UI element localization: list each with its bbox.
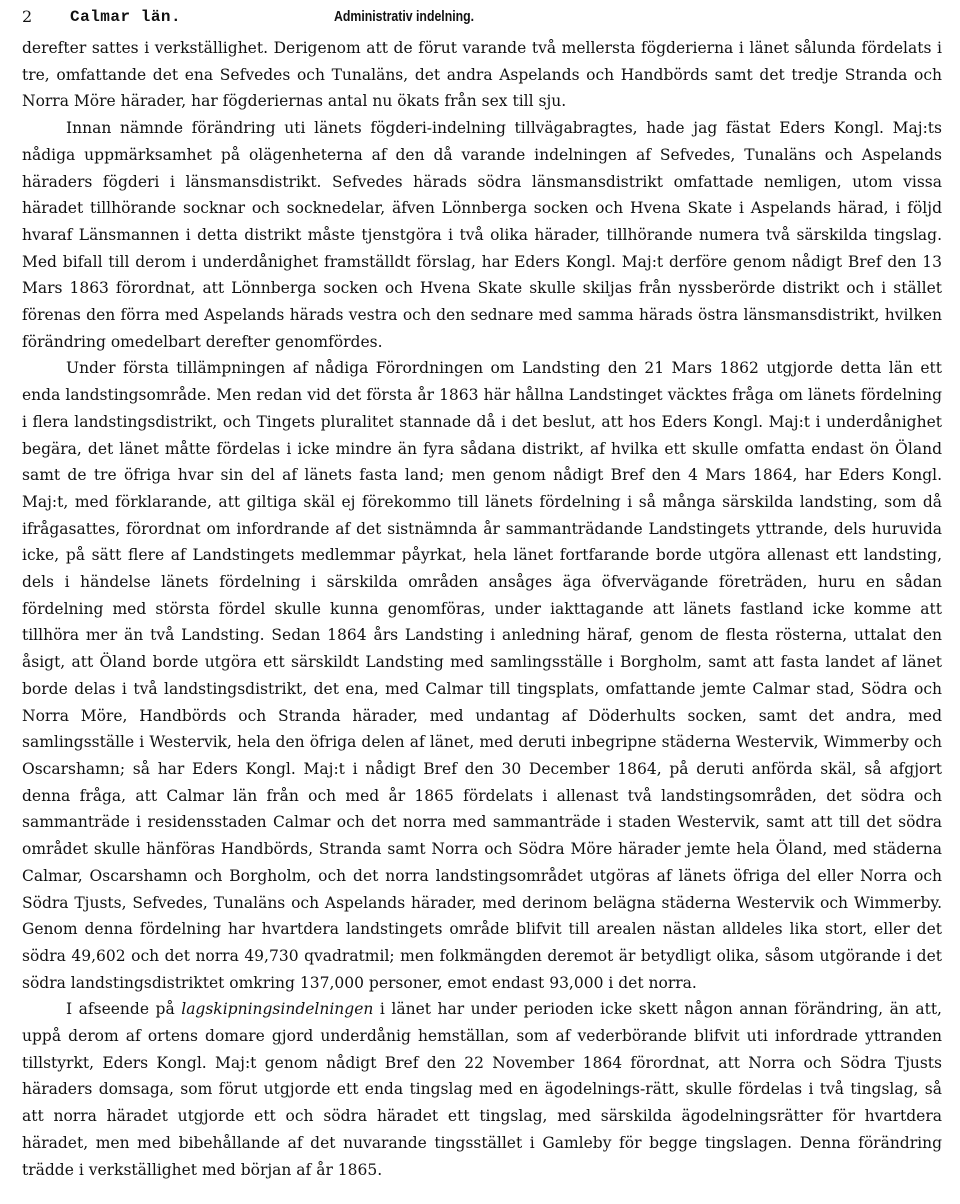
paragraph-lagskipning-rest: i länet har under perioden icke skett någon annan förändring, än att, uppå derom af ortens domare gjord underdånig hemställan, som af vederbörande blifvit uti infordrade yttranden tillstyrkt, Eders Kongl. Maj:t genom nådigt Bref den 22 November 1864 förordnat, att Norra och Södra Tjusts häraders domsaga, som förut utgjorde ett enda tingslag med en ägodelnings-rätt, skulle fördelas i två tingslag, så att norra häradet utgjorde ett och södra häradet ett tingslag, med särskilda ägodelningsrätter för hvartdera häradet, men med bibehållande af det nuvarande tingsstället i Gamleby för begge tingslagen. Denna förändring trädde i verkställighet med början af år 1865. (22, 1000, 942, 1179)
paragraph-lansmansdistrikt: Innan nämnde förändring uti länets fögderi-indelning tillvägabragtes, hade jag fästat Eders Kongl. Maj:ts nådiga uppmärksamhet på olägenheterna af den då varande indelningen af Sefvedes, Tunaläns och Aspelands häraders fögderi i länsmansdistrikt. Sefvedes härads södra länsmansdistrikt omfattade nemligen, utom vissa häradet tillhörande socknar och socknedelar, äfven Lönnberga socken och Hvena Skate i Aspelands härad, i följd hvaraf Länsmannen i detta distrikt måste tjenstgöra i två olika härader, tillhörande numera två särskilda tingslag. Med bifall till derom i underdånighet framställdt förslag, har Eders Kongl. Maj:t derföre genom nådigt Bref den 13 Mars 1863 förordnat, att Lönnberga socken och Hvena Skate skulle skiljas från nyssberörde distrikt och i stället förenas den förra med Aspelands härads vestra och den sednare med samma härads östra länsmansdistrikt, hvilken förändring omedelbart derefter genomfördes. (22, 119, 942, 351)
running-head-right: Administrativ indelning. (334, 8, 475, 25)
italic-term-lagskipningsindelningen: lagskipningsindelningen (181, 1000, 374, 1019)
running-head-left: Calmar län. (70, 8, 182, 26)
page-header (22, 6, 942, 30)
body-text (22, 35, 942, 1183)
paragraph-fogderi-continuation: derefter sattes i verkställighet. Derigenom att de förut varande två mellersta fögderierna i länet sålunda fördelats i tre, omfattande det ena Sefvedes och Tunaläns, det andra Aspelands och Handbörds samt det tredje Stranda och Norra Möre härader, har fögderiernas antal nu ökats från sex till sju. (22, 39, 942, 111)
paragraph-lagskipning-lead: I afseende på (66, 1000, 182, 1019)
paragraph-landsting: Under första tillämpningen af nådiga Förordningen om Landsting den 21 Mars 1862 utgjorde detta län ett enda landstingsområde. Men redan vid det första år 1863 här hållna Landstinget väcktes fråga om länets fördelning i flera landstingsdistrikt, och Tingets pluralitet stannade då i det beslut, att hos Eders Kongl. Maj:t i underdånighet begära, det länet måtte fördelas i icke mindre än fyra sådana distrikt, af hvilka ett skulle omfatta endast ön Öland samt de tre öfriga hvar sin del af länets fasta land; men genom nådigt Bref den 4 Mars 1864, har Eders Kongl. Maj:t, med förklarande, att giltiga skäl ej förekommo till länets fördelning i så många särskilda landsting, som då ifrågasattes, förordnat om infordrande af det sistnämnda år sammanträdande Landstingets yttrande, dels huruvida icke, på sätt flere af Landstingets medlemmar påyrkat, hela länet fortfarande borde utgöra allenast ett landsting, dels i händelse länets fördelning i särskilda områden ansåges äga öfvervägande företräden, huru en sådan fördelning med största fördel skulle kunna genomföras, under iakttagande att länets fastland icke komme att tillhöra mer än två Landsting. Sedan 1864 års Landsting i anledning häraf, genom de flesta rösterna, uttalat den åsigt, att Öland borde utgöra ett särskildt Landsting med samlingsställe i Borgholm, samt att fasta landet af länet borde delas i två landstingsdistrikt, det ena, med Calmar till tingsplats, omfattande jemte Calmar stad, Södra och Norra Möre, Handbörds och Stranda härader, med undantag af Döderhults socken, samt det andra, med samlingsställe i Westervik, hela den öfriga delen af länet, med deruti inbegripne städerna Westervik, Wimmerby och Oscarshamn; så har Eders Kongl. Maj:t i nådigt Bref den 30 December 1864, på deruti anförda skäl, så afgjort denna fråga, att Calmar län från och med år 1865 fördelats i allenast två landstingsområden, det södra och sammanträde i residensstaden Calmar och det norra med sammanträde i staden Westervik, samt att till det södra området skulle hänföras Handbörds, Stranda samt Norra och Södra Möre härader jemte hela Öland, med städerna Calmar, Oscarshamn och Borgholm, och det norra landstingsområdet utgöras af länets öfriga del eller Norra och Södra Tjusts, Sefvedes, Tunaläns och Aspelands härader, med derinom belägna städerna Westervik och Wimmerby. Genom denna fördelning har hvartdera landstingets område blifvit till arealen nästan alldeles lika stort, eller det södra 49,602 och det norra 49,730 qvadratmil; men folkmängden deremot är betydligt olika, såsom utgörande i det södra landstingsdistriktet omkring 137,000 personer, emot endast 93,000 i det norra. (22, 359, 942, 992)
paragraph-lagskipning (22, 996, 942, 1183)
page-number: 2 (22, 7, 33, 26)
